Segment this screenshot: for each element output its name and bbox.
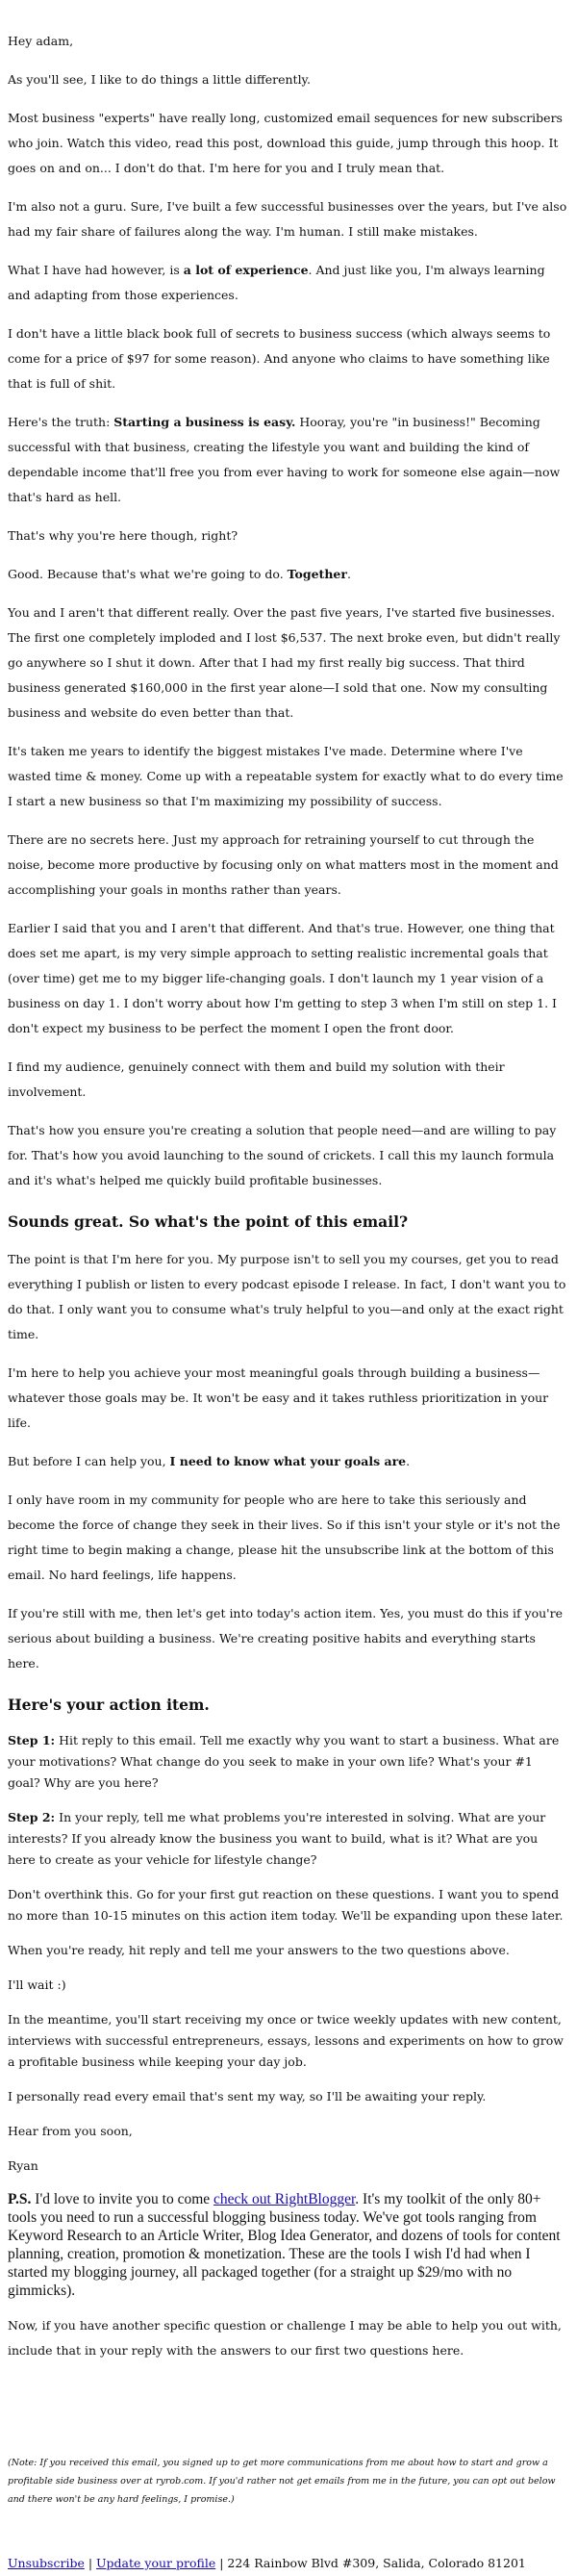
greeting: Hey adam,: [8, 34, 74, 48]
paragraph: [8, 1730, 567, 1794]
spacer: [8, 2377, 567, 2454]
heading-action-item: Here's your action item.: [8, 1696, 210, 1714]
paragraph: Earlier I said that you and I aren't that different. And that's true. However, one thing that does set me apart, is my very simple approach to setting realistic incremental goals that (over time) get me to my bigger life-changing goals. I don't launch my 1 year vision of a business on day 1. I don't worry about how I'm getting to step 3 when I'm still on step 1. I don't expect my business to be perfect the moment I open the front door.: [8, 921, 557, 1035]
paragraph-text: Hit reply to this email. Tell me exactly why you want to start a business. What are your motivations? What change do you seek to make in your own life? What's your #1 goal? Why are you here?: [8, 1733, 560, 1790]
paragraph: When you're ready, hit reply and tell me your answers to the two questions above.: [8, 1943, 510, 1957]
paragraph: I don't have a little black book full of secrets to business success (which always seems to come for a price of $97 for some reason). And anyone who claims to have something like that is full of shit.: [8, 326, 551, 391]
paragraph: You and I aren't that different really. Over the past five years, I've started five businesses. The first one completely imploded and I lost $6,537. The next broke even, but didn't really go anywhere so I shut it down. After that I had my first really big success. That third business generated $160,000 in the first year alone—I sold that one. Now my consulting business and website do even better than that.: [8, 605, 561, 720]
paragraph: I'm also not a guru. Sure, I've built a few successful businesses over the years, but I've also had my fair share of failures along the way. I'm human. I still make mistakes.: [8, 199, 567, 239]
paragraph-text: .: [346, 567, 351, 581]
paragraph: I'll wait :): [8, 1977, 66, 1992]
unsubscribe-link[interactable]: Unsubscribe: [8, 2556, 85, 2570]
paragraph: Hear from you soon,: [8, 2124, 133, 2138]
intro-section: [8, 67, 567, 1193]
paragraph: Ryan: [8, 2158, 38, 2173]
closing-paragraph: Now, if you have another specific question or challenge I may be able to help you out with, include that in your reply with the answers to our first two questions here.: [8, 2318, 562, 2358]
paragraph: Most business "experts" have really long, customized email sequences for new subscribers who join. Watch this video, read this post, download this guide, jump through this hoop. It goes on and on... I don't do that. I'm here for you and I truly mean that.: [8, 111, 563, 175]
paragraph-emphasis: I need to know what your goals are: [169, 1454, 407, 1468]
rightblogger-link[interactable]: check out RightBlogger: [213, 2191, 356, 2207]
paragraph: In the meantime, you'll start receiving my once or twice weekly updates with new content, interviews with successful entrepreneurs, essays, lessons and experiments on how to grow a profitable business while keeping your day job.: [8, 2012, 564, 2069]
footer-address: 224 Rainbow Blvd #309, Salida, Colorado 81201: [227, 2556, 526, 2570]
paragraph-text: Hooray, you're "in business!" Becoming successful with that business, creating the lifestyle you want and building the kind of dependable income that'll free you from ever having to work for someone else again—now that's hard as hell.: [8, 415, 561, 504]
paragraph-emphasis: a lot of experience: [183, 263, 309, 277]
paragraph: [8, 1449, 567, 1474]
action-section: [8, 1730, 567, 2177]
paragraph-text: In your reply, tell me what problems you're interested in solving. What are your interests? If you already know the business you want to build, what is it? What are you here to create as your vehicle for lifestyle change?: [8, 1810, 546, 1867]
ps-post: . It's my toolkit of the only 80+ tools you need to run a successful blogging business today. We've got tools ranging from Keyword Research to an Article Writer, Blog Idea Generator, and dozens of tools for content planning, creation, promotion & monetization. These are the tools I wish I'd had when I started my blogging journey, all packaged together (for a straight up $29/mo with no gimmicks).: [8, 2191, 561, 2299]
ps-pre: I'd love to invite you to come: [31, 2191, 214, 2207]
heading-point: Sounds great. So what's the point of this email?: [8, 1212, 409, 1231]
paragraph: It's taken me years to identify the biggest mistakes I've made. Determine where I've wasted time & money. Come up with a repeatable system for exactly what to do every time I start a new business so that I'm maximizing my possibility of success.: [8, 744, 564, 808]
paragraph: [8, 1807, 567, 1871]
paragraph: [8, 258, 567, 308]
ps-label: P.S.: [8, 2191, 32, 2207]
footer: [8, 2551, 567, 2576]
paragraph: The point is that I'm here for you. My purpose isn't to sell you my courses, get you to read everything I publish or listen to every podcast episode I release. In fact, I don't want you to do that. I only want you to consume what's truly helpful to you—and only at the exact right time.: [8, 1252, 566, 1341]
footer-sep-2: |: [215, 2556, 228, 2570]
paragraph: [8, 562, 567, 587]
paragraph-emphasis: Starting a business is easy.: [113, 415, 296, 429]
note-disclaimer: (Note: If you received this email, you signed up to get more communications from me about how to start and grow a profitable side business over at ryrob.com. If you'd rather not get emails from me in the future, you can opt out below and there won't be any hard feelings, I promise.): [8, 2458, 556, 2505]
paragraph-emphasis: Together: [287, 567, 347, 581]
paragraph: As you'll see, I like to do things a little differently.: [8, 72, 311, 87]
paragraph-text: .: [406, 1454, 411, 1468]
paragraph-text: Here's the truth:: [8, 415, 114, 429]
paragraph: There are no secrets here. Just my approach for retraining yourself to cut through the noise, become more productive by focusing only on what matters most in the moment and accomplishing your goals in months rather than years.: [8, 832, 559, 897]
paragraph-text: . And just like you, I'm always learning and adapting from those experiences.: [8, 263, 545, 302]
paragraph: I only have room in my community for people who are here to take this seriously and become the force of change they seek in their lives. So if this isn't your style or it's not the right time to begin making a change, please hit the unsubscribe link at the bottom of this email. No hard feelings, life happens.: [8, 1492, 561, 1582]
paragraph-text: What I have had however, is: [8, 263, 184, 277]
point-section: [8, 1247, 567, 1676]
paragraph: I find my audience, genuinely connect with them and build my solution with their involvement.: [8, 1059, 505, 1099]
paragraph: That's why you're here though, right?: [8, 528, 238, 543]
paragraph-text: But before I can help you,: [8, 1454, 170, 1468]
paragraph: That's how you ensure you're creating a solution that people need—and are willing to pay for. That's how you avoid launching to the sound of crickets. I call this my launch formula and it's what's helped me quickly build profitable businesses.: [8, 1123, 557, 1187]
paragraph-emphasis: Step 2:: [8, 1810, 56, 1824]
paragraph-text: Good. Because that's what we're going to do.: [8, 567, 288, 581]
paragraph-emphasis: Step 1:: [8, 1733, 56, 1747]
paragraph: [8, 410, 567, 510]
paragraph: Don't overthink this. Go for your first gut reaction on these questions. I want you to spend no more than 10-15 minutes on this action item today. We'll be expanding upon these later.: [8, 1887, 564, 1923]
update-profile-link[interactable]: Update your profile: [96, 2556, 216, 2570]
paragraph: I personally read every email that's sent my way, so I'll be awaiting your reply.: [8, 2089, 487, 2104]
footer-sep-1: |: [84, 2556, 97, 2570]
paragraph: I'm here to help you achieve your most meaningful goals through building a business—whatever those goals may be. It won't be easy and it takes ruthless prioritization in your life.: [8, 1365, 549, 1430]
postscript: [8, 2190, 567, 2300]
paragraph: If you're still with me, then let's get into today's action item. Yes, you must do this if you're serious about building a business. We're creating positive habits and everything starts here.: [8, 1606, 563, 1671]
